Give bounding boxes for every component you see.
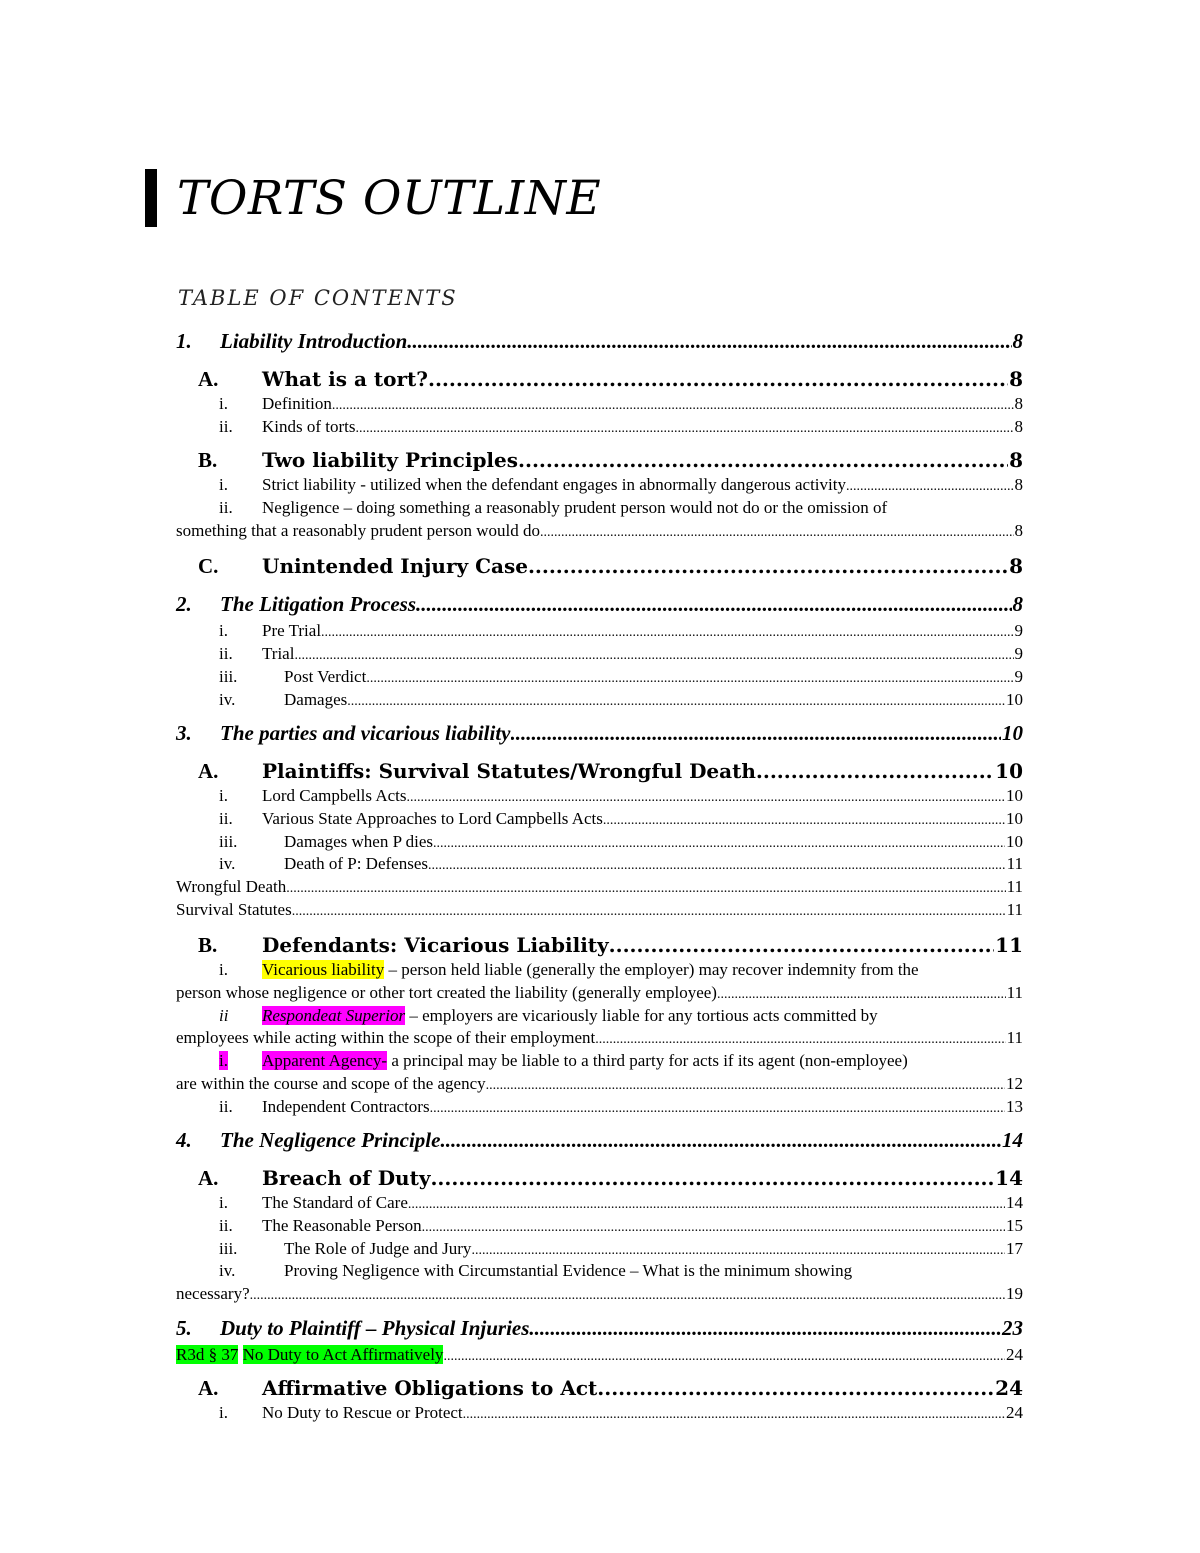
toc-entry-level1[interactable] [176, 717, 1023, 749]
highlighted-term: Vicarious liability [262, 960, 385, 980]
toc-number: i. [219, 621, 228, 641]
toc-entry-level3-multiline[interactable] [176, 497, 1023, 542]
toc-page: 10 [1002, 721, 1023, 746]
toc-entry-level3[interactable] [176, 1215, 1023, 1238]
toc-number: iv. [219, 1261, 236, 1281]
toc-leader [416, 588, 1012, 620]
toc-number: 5. [176, 1315, 192, 1340]
toc-label: Unintended Injury Case [262, 554, 528, 579]
toc-page: 8 [1009, 367, 1023, 391]
toc-entry-level2[interactable] [176, 551, 1023, 582]
toc-entry-level3[interactable] [176, 689, 1023, 712]
toc-leader [430, 1098, 1005, 1121]
toc-leader [463, 1404, 1005, 1427]
toc-leader [366, 668, 1013, 691]
toc-label-line2: are within the course and scope of the agency [176, 1073, 486, 1093]
toc-page: 9 [1014, 621, 1023, 641]
toc-number: A. [198, 1376, 219, 1401]
toc-entry-level1[interactable] [176, 325, 1023, 357]
toc-entry-level1[interactable] [176, 1312, 1023, 1344]
toc-leader [286, 878, 1005, 901]
toc-page: 14 [995, 1166, 1023, 1191]
toc-leader [846, 476, 1014, 499]
toc-label: The Negligence Principle [220, 1128, 441, 1153]
toc-entry-level3[interactable] [176, 1238, 1023, 1261]
toc-label: What is a tort? [262, 367, 428, 391]
toc-leader [471, 1240, 1005, 1263]
toc-page: 14 [1002, 1128, 1023, 1153]
toc-entry-level3[interactable] [176, 1402, 1023, 1425]
toc-entry-level3[interactable] [176, 666, 1023, 689]
toc-label: Two liability Principles [262, 448, 519, 473]
toc-page: 8 [1014, 394, 1023, 413]
toc-number: ii. [219, 1096, 233, 1116]
toc-leader [440, 1124, 1001, 1156]
toc-page: 9 [1014, 666, 1023, 686]
toc-leader [433, 833, 1005, 856]
toc-page: 15 [1006, 1215, 1023, 1235]
toc-number: i. [219, 1051, 228, 1071]
toc-number: C. [198, 554, 219, 579]
toc-label: Duty to Plaintiff – Physical Injuries [220, 1315, 530, 1340]
toc-label: Liability Introduction [220, 329, 408, 353]
toc-page: 17 [1006, 1238, 1023, 1258]
toc-entry-level3[interactable] [176, 620, 1023, 643]
toc-leader [529, 1312, 1001, 1344]
highlighted-term: Respondeat Superior [262, 1005, 406, 1025]
toc-page: 8 [1012, 329, 1023, 353]
toc-entry-level2[interactable] [176, 756, 1023, 787]
toc-label-line2: employees while acting within the scope of their employment [176, 1028, 596, 1048]
toc-label: No Duty to Act Affirmatively [242, 1344, 444, 1364]
toc-label: The Litigation Process [220, 592, 416, 617]
document-title: TORTS OUTLINE [177, 170, 602, 226]
toc-label: Definition [262, 394, 332, 413]
toc-page: 11 [1006, 1028, 1023, 1048]
toc-label: Post Verdict [284, 666, 367, 686]
toc-label: Defendants: Vicarious Liability [262, 933, 609, 958]
toc-leader [292, 901, 1006, 924]
toc-label: Damages when P dies [284, 831, 434, 851]
toc-number: A. [198, 1166, 219, 1191]
toc-leader [595, 1029, 1005, 1052]
toc-label-line2: person whose negligence or other tort created the liability (generally employee) [176, 983, 717, 1003]
toc-label: Trial [262, 644, 295, 664]
toc-page: 8 [1012, 592, 1023, 617]
toc-number: iii. [219, 831, 238, 851]
toc-number: i. [219, 960, 228, 980]
toc-leader [540, 522, 1013, 545]
toc-page: 13 [1006, 1096, 1023, 1116]
toc-entry-level3[interactable] [176, 474, 1023, 497]
toc-leader [321, 622, 1013, 645]
toc-number: iv. [219, 854, 236, 874]
toc-entry-level2[interactable] [176, 930, 1023, 961]
toc-label-line2: necessary? [176, 1283, 250, 1303]
toc-page: 8 [1014, 475, 1023, 495]
toc-label: Breach of Duty [262, 1166, 431, 1191]
toc-page: 14 [1006, 1193, 1023, 1213]
toc-leader [294, 645, 1013, 668]
toc-label: No Duty to Rescue or Protect [262, 1403, 463, 1423]
toc-entry-level3[interactable] [176, 393, 1023, 416]
toc-label: Lord Campbells Acts [262, 786, 407, 806]
toc-number: A. [198, 759, 219, 784]
toc-page: 23 [1002, 1315, 1023, 1340]
toc-entry-level2[interactable] [176, 364, 1023, 395]
toc-label: Survival Statutes [176, 899, 292, 919]
toc-page: 11 [1006, 899, 1023, 919]
toc-entry-level3[interactable] [176, 1096, 1023, 1119]
toc-number: i. [219, 786, 228, 806]
toc-leader [430, 1163, 994, 1194]
toc-leader [518, 445, 1008, 476]
toc-leader [332, 395, 1014, 418]
toc-number: B. [198, 933, 218, 958]
toc-entry-level3[interactable] [176, 876, 1023, 899]
toc-page: 8 [1014, 416, 1023, 436]
toc-leader [597, 1373, 994, 1404]
toc-leader [422, 1217, 1005, 1240]
toc-number: ii. [219, 416, 233, 436]
toc-number: ii. [219, 498, 233, 518]
toc-number: ii. [219, 644, 233, 664]
toc-label: Various State Approaches to Lord Campbells Acts [262, 808, 603, 828]
toc-page: 8 [1014, 520, 1023, 540]
toc-number: i. [219, 394, 228, 413]
toc-leader [347, 691, 1005, 714]
toc-label: Strict liability - utilized when the defendant engages in abnormally dangerous activity [262, 475, 846, 495]
toc-number: 4. [176, 1128, 192, 1153]
toc-label-line1: Proving Negligence with Circumstantial Evidence – What is the minimum showing [284, 1261, 853, 1281]
toc-leader [756, 756, 994, 787]
toc-label: The parties and vicarious liability [220, 721, 511, 746]
toc-entry-level1[interactable] [176, 588, 1023, 620]
toc-leader [408, 1194, 1005, 1217]
toc-leader [443, 1346, 1005, 1369]
highlighted-term: Apparent Agency- [262, 1051, 388, 1071]
toc-leader [428, 855, 1006, 878]
toc-number: ii. [219, 808, 233, 828]
toc-leader [428, 364, 1008, 395]
toc-number: 1. [176, 329, 192, 353]
toc-entry-level1[interactable] [176, 1124, 1023, 1156]
toc-number: A. [198, 367, 219, 391]
toc-label: Damages [284, 689, 348, 709]
toc-label: Kinds of torts [262, 416, 356, 436]
toc-number: ii [219, 1005, 229, 1025]
toc-leader [250, 1285, 1005, 1308]
toc-number: B. [198, 448, 218, 473]
highlighted-reference: R3d § 37 [176, 1344, 239, 1364]
toc-number: 2. [176, 592, 192, 617]
toc-heading: TABLE OF CONTENTS [178, 286, 458, 310]
toc-number: iii. [219, 1238, 238, 1258]
toc-number: 3. [176, 721, 192, 746]
toc-page: 10 [1006, 831, 1023, 851]
toc-label: Pre Trial [262, 621, 322, 641]
toc-leader [717, 984, 1006, 1007]
toc-number: iv. [219, 689, 236, 709]
toc-leader [603, 810, 1005, 833]
toc-entry-level3[interactable] [176, 1192, 1023, 1215]
toc-entry-level3[interactable] [176, 808, 1023, 831]
toc-page: 10 [1006, 786, 1023, 806]
toc-page: 9 [1014, 644, 1023, 664]
toc-page: 11 [1006, 854, 1023, 874]
toc-label-line1: – person held liable (generally the employer) may recover indemnity from the [384, 960, 919, 980]
toc-entry-level3[interactable] [176, 785, 1023, 808]
toc-leader [406, 787, 1005, 810]
toc-leader [528, 551, 1008, 582]
toc-label: The Role of Judge and Jury [284, 1238, 472, 1258]
toc-label-line1: – employers are vicariously liable for any tortious acts committed by [405, 1005, 878, 1025]
toc-leader [511, 717, 1001, 749]
toc-leader [407, 325, 1011, 357]
toc-entry-level3[interactable] [176, 416, 1023, 439]
toc-label: Wrongful Death [176, 876, 287, 896]
toc-page: 8 [1009, 448, 1023, 473]
toc-number: i. [219, 475, 228, 495]
toc-page: 12 [1006, 1073, 1023, 1093]
toc-entry-level3-multiline[interactable] [176, 1050, 1023, 1095]
toc-label: Independent Contractors [262, 1096, 430, 1116]
toc-page: 11 [1006, 876, 1023, 896]
toc-page: 10 [1006, 808, 1023, 828]
toc-number: i. [219, 1193, 228, 1213]
toc-entry-level3-multiline[interactable] [176, 959, 1023, 1004]
toc-label-line2: something that a reasonably prudent person would do [176, 520, 541, 540]
toc-number: ii. [219, 1215, 233, 1235]
toc-page: 24 [1006, 1403, 1023, 1423]
toc-label: The Reasonable Person [262, 1215, 422, 1235]
toc-page: 24 [995, 1376, 1023, 1401]
toc-entry-level3[interactable] [176, 853, 1023, 876]
toc-entry-level3-multiline[interactable] [176, 1005, 1023, 1050]
toc-page: 19 [1006, 1283, 1023, 1303]
toc-leader [609, 930, 994, 961]
toc-entry-level2[interactable] [176, 1373, 1023, 1404]
toc-page: 24 [1006, 1344, 1023, 1364]
toc-label: Plaintiffs: Survival Statutes/Wrongful Death [262, 759, 756, 784]
toc-entry-level2[interactable] [176, 445, 1023, 476]
toc-entry-level3[interactable] [176, 899, 1023, 922]
toc-entry-level3-multiline[interactable] [176, 1260, 1023, 1305]
toc-entry-level3[interactable] [176, 643, 1023, 666]
toc-label: Death of P: Defenses [284, 854, 428, 874]
title-accent-bar [145, 169, 157, 227]
toc-entry-level2[interactable] [176, 1163, 1023, 1194]
toc-page: 10 [995, 759, 1023, 784]
toc-page: 11 [1006, 983, 1023, 1003]
toc-leader [486, 1075, 1005, 1098]
toc-page: 11 [995, 933, 1023, 958]
toc-page: 8 [1009, 554, 1023, 579]
toc-label-line1: Negligence – doing something a reasonably prudent person would not do or the omission of [262, 498, 888, 518]
title-block [145, 168, 601, 228]
toc-number: iii. [219, 666, 238, 686]
table-of-contents [176, 325, 1023, 1425]
toc-page: 10 [1006, 689, 1023, 709]
toc-number: i. [219, 1403, 228, 1423]
toc-leader [356, 418, 1014, 441]
toc-entry-level3[interactable] [176, 1344, 1023, 1367]
toc-entry-level3[interactable] [176, 831, 1023, 854]
toc-label: The Standard of Care [262, 1193, 408, 1213]
toc-label-line1: a principal may be liable to a third party for acts if its agent (non-employee) [387, 1051, 908, 1071]
toc-label: Affirmative Obligations to Act [262, 1376, 598, 1401]
